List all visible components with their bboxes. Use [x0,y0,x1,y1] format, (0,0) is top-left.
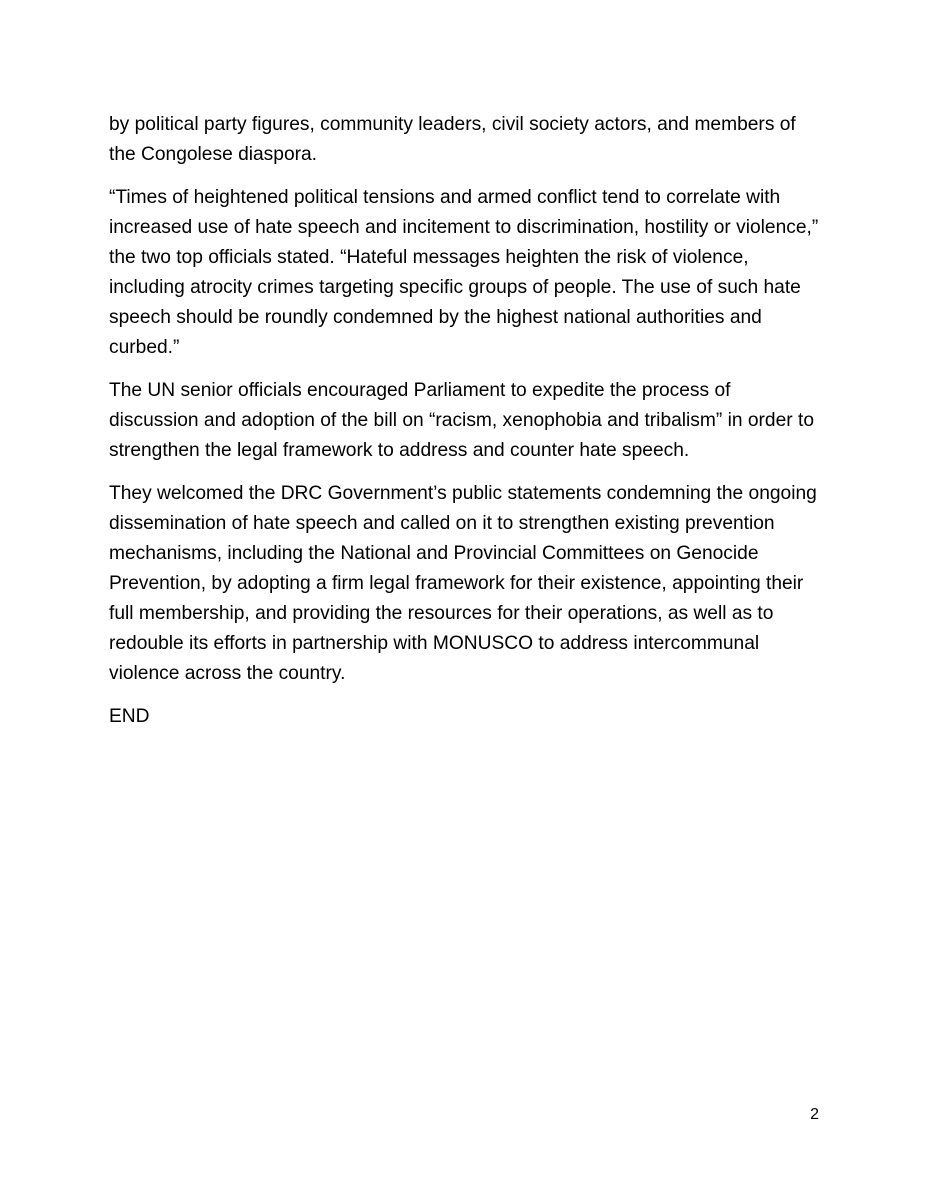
paragraph-officials-quote: “Times of heightened political tensions and armed conflict tend to correlate with increased use of hate speech and incitement to discrimination, hostility or violence,” the two top officials stated. “Hateful messages heighten the risk of violence, including atrocity crimes targeting specific groups of people. The use of such hate speech should be roundly condemned by the highest national authorities and curbed.” [109,187,819,358]
document-body [109,110,821,745]
page-number: 2 [810,1106,819,1123]
paragraph-continuation: by political party figures, community leaders, civil society actors, and members of the Congolese diaspora. [109,114,796,165]
paragraph-government-statements: They welcomed the DRC Government’s public statements condemning the ongoing dissemination of hate speech and called on it to strengthen existing prevention mechanisms, including the National and Provincial Committees on Genocide Prevention, by adopting a firm legal framework for their existence, appointing their full membership, and providing the resources for their operations, as well as to redouble its efforts in partnership with MONUSCO to address intercommunal violence across the country. [109,483,817,684]
end-marker: END [109,706,150,727]
paragraph-parliament-bill: The UN senior officials encouraged Parliament to expedite the process of discussion and adoption of the bill on “racism, xenophobia and tribalism” in order to strengthen the legal framework to address and counter hate speech. [109,380,815,461]
